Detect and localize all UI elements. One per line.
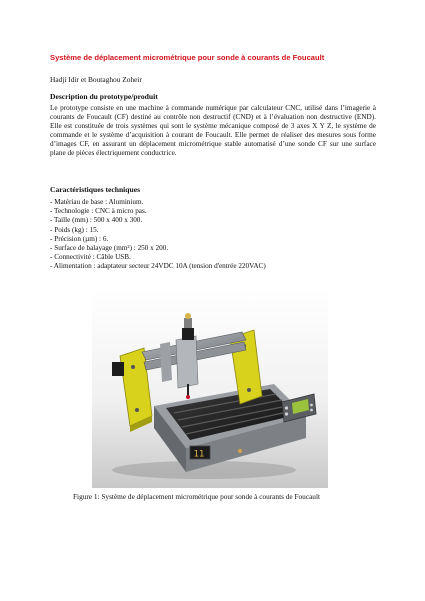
pendant-button <box>285 406 288 409</box>
spec-item: - Poids (kg) : 15. <box>50 225 99 234</box>
z-axis-carriage <box>176 336 198 388</box>
spec-item: - Technologie : CNC à micro pas. <box>50 207 147 216</box>
specs-list <box>50 198 266 272</box>
z-motor-coupler <box>184 318 192 328</box>
spec-item: - Surface de balayage (mm²) : 250 x 200. <box>50 244 169 253</box>
probe-tip <box>186 395 190 399</box>
z-motor-cap <box>185 313 191 319</box>
display-digits: 11 <box>193 449 205 460</box>
authors: Hadji Idir et Boutaghou Zoheir <box>50 75 142 84</box>
pendant-button <box>310 409 313 412</box>
description-heading: Description du prototype/produit <box>50 92 158 101</box>
z-motor <box>182 328 194 340</box>
document-title: Système de déplacement micrométrique pour sonde à courants de Foucault <box>50 53 325 62</box>
front-display <box>190 446 210 460</box>
specs-heading: Caractéristiques techniques <box>50 185 141 194</box>
spec-item: - Matériau de base : Aluminium. <box>50 198 144 206</box>
spec-item: - Alimentation : adaptateur secteur 24VDC 10A (tension d'entrée 220VAC) <box>50 262 266 271</box>
spec-item: - Précision (µm) : 6. <box>50 234 109 243</box>
spec-item: - Taille (mm) : 500 x 400 x 300. <box>50 216 143 225</box>
x-motor <box>112 362 124 376</box>
description-paragraph: Le prototype consiste en une machine à commande numérique par calculateur CNC, utilisé dans l’imagerie à courants de Foucault (CF) destiné au contrôle non destructif (CND) et à l’évaluation non destructive (END). Elle est constituée de trois systèmes qui sont le système mécanique composé de 3 axes X Y Z, le système de commande et le système d’acquisition à courant de Foucault. Elle permet de réaliser des mesures sous forme d’images CF, en assurant un déplacement micrométrique stable automatisé d’une sonde CF sur une surface plane de pièces électriquement conductrice. <box>50 104 376 158</box>
pendant-button <box>285 412 288 415</box>
spec-item: - Connectivité : Câble USB. <box>50 253 131 262</box>
base-knob <box>238 449 242 453</box>
pendant-button <box>310 404 313 407</box>
figure-caption: Figure 1: Système de déplacement micrométrique pour sonde à courants de Foucault <box>73 492 321 501</box>
cnc-machine-figure <box>92 288 328 488</box>
